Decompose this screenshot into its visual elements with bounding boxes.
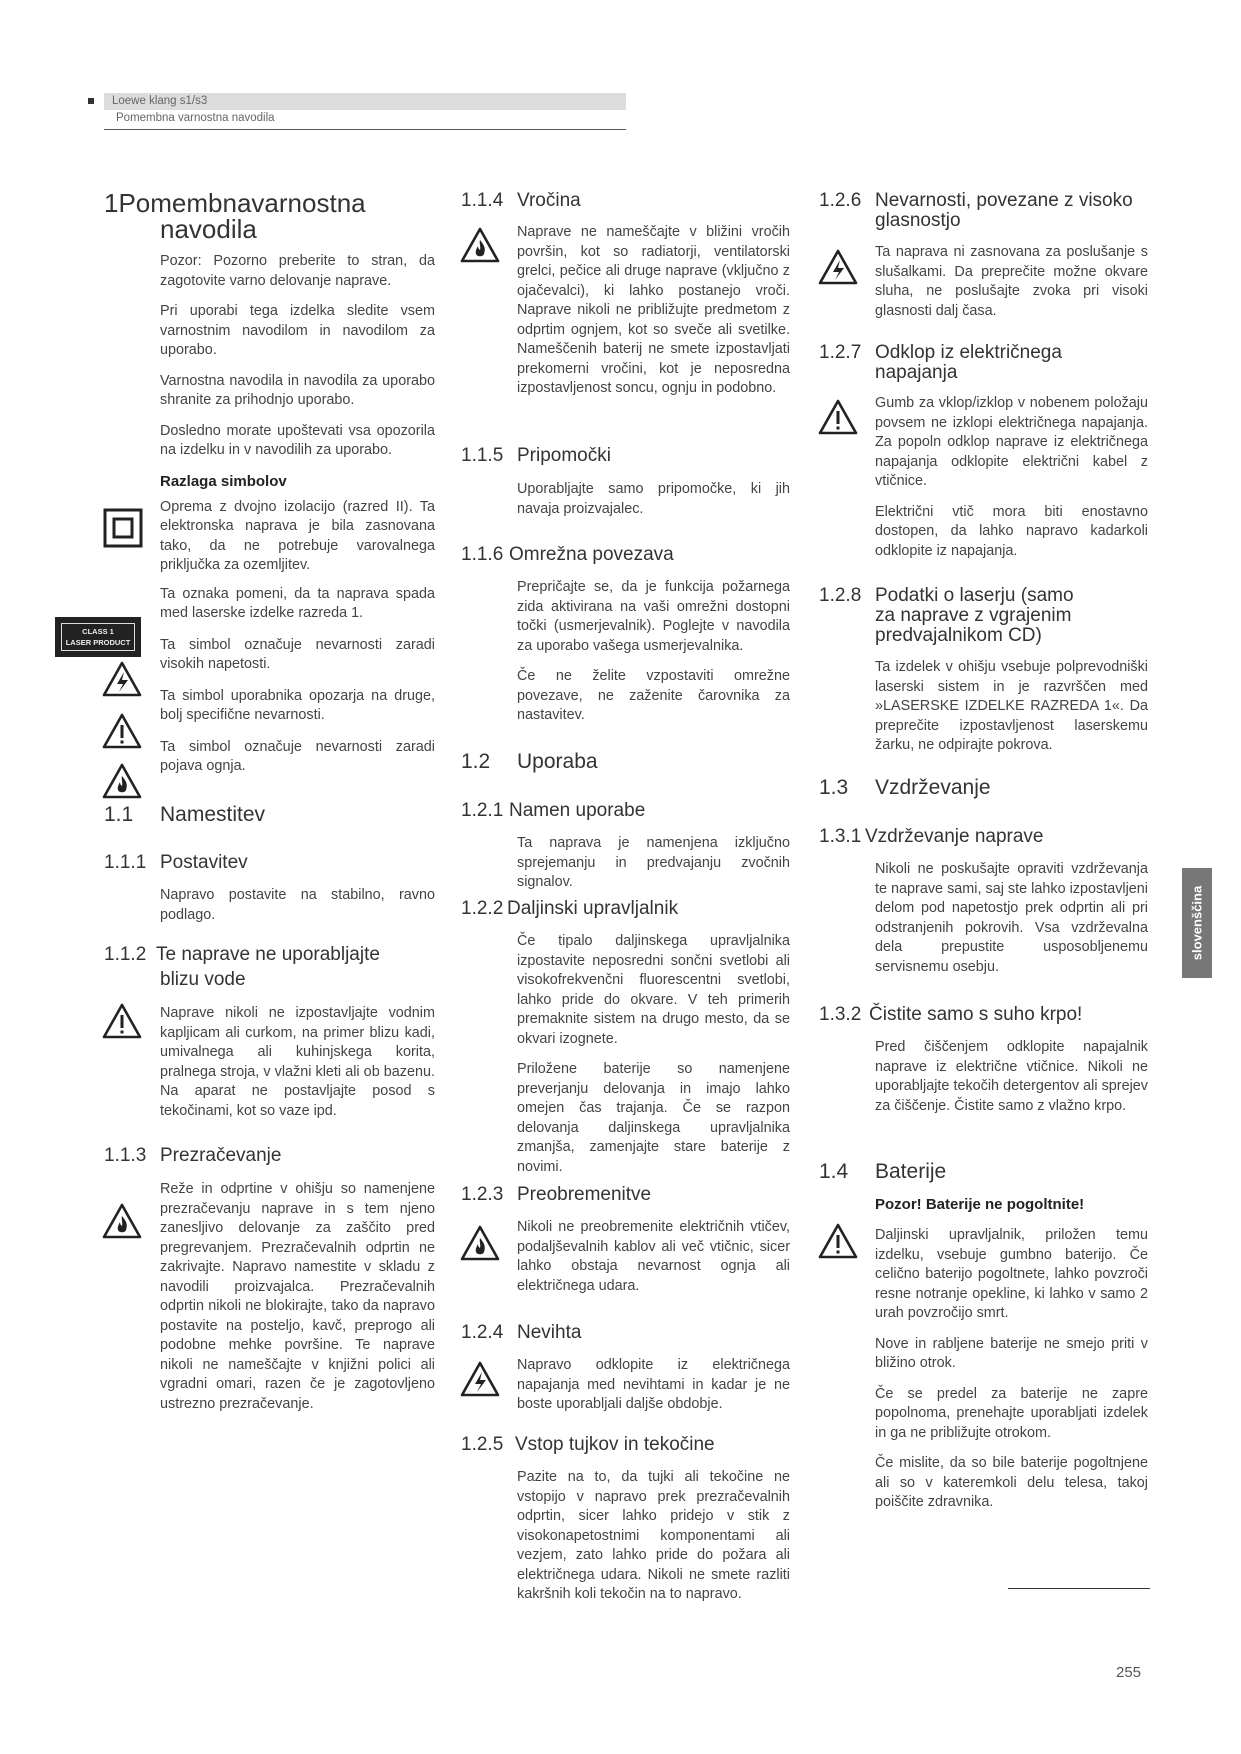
- section-title: Baterije: [875, 1160, 947, 1183]
- section-1-2-2-heading: [461, 898, 678, 920]
- section-number: 1.1.4: [461, 190, 504, 211]
- page-number: 255: [1116, 1664, 1142, 1681]
- section-1-2-6-heading: [819, 190, 1133, 212]
- symbols-heading: Razlaga simbolov: [160, 472, 287, 490]
- paragraph-1-4d: Če mislite, da so bile baterije pogoltnjene ali so v kateremkoli delu telesa, takoj poiščite zdravnika.: [875, 1455, 1148, 1510]
- warning-icon: [818, 1222, 858, 1260]
- fire-hazard-icon: [102, 762, 142, 800]
- section-1-1-5-heading: [461, 445, 611, 467]
- symbol-desc-warning: Ta simbol uporabnika opozarja na druge, bolj specifične nevarnosti.: [160, 687, 435, 723]
- section-title: Uporaba: [517, 750, 598, 773]
- section-title: Odklop iz električnega: [875, 342, 1062, 363]
- section-number: 1.2.7: [819, 342, 862, 363]
- section-1-3-heading: [819, 776, 991, 800]
- section-number: 1.2.1: [461, 800, 504, 821]
- section-1-2-5-heading: [461, 1434, 715, 1456]
- section-title: Omrežna povezava: [509, 544, 674, 565]
- paragraph-1-3-2: Pred čiščenjem odklopite napajalnik naprave iz električne vtičnice. Nikoli ne uporabljajte tekočih detergentov ali sprejev za čiščenje. Čistite samo z vlažno krpo.: [875, 1039, 1148, 1114]
- double-insulation-icon: [103, 508, 143, 548]
- section-title: Nevihta: [517, 1322, 582, 1343]
- warning-icon: [102, 712, 142, 750]
- symbol-desc-fire: Ta simbol označuje nevarnosti zaradi pojava ognja.: [160, 738, 435, 774]
- section-1-2-1-heading: [461, 800, 645, 822]
- chapter-number: 1: [104, 188, 119, 218]
- section-1-2-heading: [461, 750, 598, 774]
- section-title: Čistite samo s suho krpo!: [869, 1004, 1083, 1025]
- high-voltage-icon: [818, 248, 858, 286]
- section-number: 1.2.6: [819, 190, 862, 211]
- fire-hazard-icon: [460, 226, 500, 264]
- section-title: Podatki o laserju (samo: [875, 585, 1074, 606]
- column-1-body: [160, 252, 435, 777]
- section-title: Namestitev: [160, 803, 266, 826]
- section-number: 1.1.3: [104, 1145, 147, 1166]
- section-number: 1.3.2: [819, 1004, 862, 1025]
- paragraph-1-4a: Daljinski upravljalnik, priložen temu izdelku, vsebuje gumbno baterijo. Če celično baterijo pogoltnete, lahko povzroči resne notranje opekline, ki lahko v samo 2 urah povzročijo smrt.: [875, 1227, 1148, 1321]
- paragraph-group-1-2-2: [517, 932, 790, 1177]
- paragraph-1-1-2: Naprave nikoli ne izpostavljajte vodnim kapljicam ali curkom, na primer blizu kadi, umivalnega ali kuhinjskega korita, pralnega stroja, v vlažni kleti ali ob bazenu. Na aparat ne postavljajte posod s tekočinami, kot so vaze ipd.: [160, 1005, 435, 1119]
- symbol-desc-laser: Ta oznaka pomeni, da ta naprava spada med laserske izdelke razreda 1.: [160, 585, 435, 621]
- section-title-line2: glasnostjo: [875, 210, 961, 231]
- paragraph-1-2-4: Napravo odklopite iz električnega napajanja med nevihtami in kadar je ne boste uporabljali daljše obdobje.: [517, 1357, 790, 1412]
- paragraph-1-2-6: Ta naprava ni zasnovana za poslušanje s slušalkami. Da preprečite možne okvare sluha, ne poslušajte zvoka pri visoki glasnosti dalj časa.: [875, 244, 1148, 319]
- paragraph-1-1-6a: Prepričajte se, da je funkcija požarnega zida aktivirana na vaši omrežni dostopni točki (usmerjevalnik). Poglejte v navodila za uporabo vašega usmerjevalnika.: [517, 579, 790, 654]
- high-voltage-icon: [460, 1360, 500, 1398]
- paragraph-1-1-6b: Če ne želite vzpostaviti omrežne povezave, ne zaženite čarovnika za nastavitev.: [517, 668, 790, 723]
- intro-paragraph-2: Pri uporabi tega izdelka sledite vsem varnostnim navodilom in navodilom za uporabo.: [160, 303, 435, 358]
- section-title: Nevarnosti, povezane z visoko: [875, 190, 1133, 211]
- warning-icon: [818, 398, 858, 436]
- paragraph-1-1-1: Napravo postavite na stabilno, ravno podlago.: [160, 887, 435, 923]
- section-1-4-heading: [819, 1160, 946, 1184]
- section-1-1-1-heading: [104, 852, 248, 874]
- intro-paragraph-3: Varnostna navodila in navodila za uporabo shranite za prihodnjo uporabo.: [160, 372, 435, 408]
- paragraph-1-1-4: Naprave ne nameščajte v bližini vročih površin, kot so radiatorji, ventilatorski grelci, pečice ali druge naprave (vključno z ojačevalci), ki lahko postanejo vroči. Naprave nikoli ne približujte predmetom z odprtim ognjem, kot so sveče ali svetilke. Nameščenih baterij ne smete izpostavljati prekomerni vročini, kot je neposredna izpostavljenost soncu, ognju in podobno.: [517, 224, 790, 396]
- paragraph-1-2-8: Ta izdelek v ohišju vsebuje polprevodniški laserski sistem in je razvrščen med »LASERSKE IZDELKE RAZREDA 1«. Da preprečite izpostavljenost laserskemu žarku, ne odpirajte pokrova.: [875, 659, 1148, 753]
- intro-paragraph-4: Dosledno morate upoštevati vsa opozorila na izdelku in v navodilih za uporabo.: [160, 422, 435, 458]
- section-title: Prezračevanje: [160, 1145, 282, 1166]
- section-title: Vzdrževanje: [875, 776, 991, 799]
- section-1-1-3-heading: [104, 1145, 281, 1167]
- paragraph-1-2-3: Nikoli ne preobremenite električnih vtičev, podaljševalnih kablov ali več vtičnic, sicer lahko obstaja nevarnost ognja ali električnega udara.: [517, 1219, 790, 1294]
- section-1-1-heading: [104, 803, 265, 827]
- laser-class-label-icon: [56, 618, 140, 656]
- fire-hazard-icon: [102, 1202, 142, 1240]
- column-1: [104, 190, 434, 242]
- intro-paragraph-1: Pozor: Pozorno preberite to stran, da zagotovite varno delovanje naprave.: [160, 253, 435, 289]
- chapter-title: [104, 190, 434, 216]
- section-number: 1.2.4: [461, 1322, 504, 1343]
- section-1-3-2-heading: [819, 1004, 1082, 1026]
- warning-icon: [102, 1002, 142, 1040]
- section-1-1-4-heading: [461, 190, 581, 212]
- section-number: 1.2.5: [461, 1434, 504, 1455]
- section-number: 1.2.8: [819, 585, 862, 606]
- section-1-2-8-heading: [819, 585, 1074, 607]
- paragraph-1-2-7a: Gumb za vklop/izklop v nobenem položaju povsem ne izklopi električnega napajanja. Za popoln odklop naprave iz električnega napajanja odklopite električni kabel z vtičnice.: [875, 395, 1148, 489]
- section-number: 1.3.1: [819, 826, 862, 847]
- section-1-2-3-heading: [461, 1184, 651, 1206]
- section-title: Pripomočki: [517, 445, 611, 466]
- high-voltage-icon: [102, 660, 142, 698]
- symbol-desc-voltage: Ta simbol označuje nevarnosti zaradi visokih napetosti.: [160, 636, 435, 672]
- section-title: Vzdrževanje naprave: [865, 826, 1044, 847]
- paragraph-1-1-3: Reže in odprtine v ohišju so namenjene prezračevanju naprave in s tem njeno zanesljivo delovanje za zaščito pred pregrevanjem. Prezračevalnih odprtin ne zakrivajte. Napravo namestite v skladu z navodili proizvajalca. Prezračevalnih odprtin nikoli ne blokirajte, tako da napravo postavite na posteljo, kavč, preprogo ali podobne mehke površine. Te naprave nikoli ne nameščajte v knjižni polici ali vgradni omari, razen če je zagotovljeno ustrezno prezračevanje.: [160, 1181, 435, 1412]
- paragraph-1-4c: Če se predel za baterije ne zapre popolnoma, prenehajte uporabljati izdelek in ga ne približujte otrokom.: [875, 1385, 1148, 1441]
- section-1-1-6-heading: [461, 544, 674, 566]
- section-title: Te naprave ne uporabljajte: [156, 944, 380, 965]
- section-number: 1.1: [104, 803, 134, 826]
- section-number: 1.2.3: [461, 1184, 504, 1205]
- paragraph-1-2-5: Pazite na to, da tujki ali tekočine ne vstopijo v napravo prek prezračevalnih odprtin, sicer lahko pridejo v stik z visokonapetostnimi komponentami ali vezjem, zato lahko pride do požara ali električnega udara. Nikoli ne smete razliti kakršnih koli tekočin na to napravo.: [517, 1469, 790, 1602]
- section-title-line2: napajanja: [875, 362, 958, 383]
- section-title: Preobremenitve: [517, 1184, 652, 1205]
- section-title-line2: za naprave z vgrajenim: [875, 605, 1072, 626]
- symbol-desc-class2: Oprema z dvojno izolacijo (razred II). Ta elektronska naprava je bila zasnovana tako, da ne potrebuje varovalnega priključka za ozemljitev.: [160, 498, 435, 573]
- section-title: Daljinski upravljalnik: [507, 898, 679, 919]
- section-number: 1.1.1: [104, 852, 147, 873]
- section-number: 1.4: [819, 1160, 849, 1183]
- chapter-title-line1: Pomembnavarnostna: [118, 188, 366, 218]
- section-title: Postavitev: [160, 852, 248, 873]
- paragraph-group-1-1-6: [517, 578, 790, 726]
- chapter-title-line2: navodila: [160, 214, 257, 244]
- laser-label-line2: LASER PRODUCT: [65, 638, 131, 647]
- fire-hazard-icon: [460, 1224, 500, 1262]
- paragraph-1-2-1: Ta naprava je namenjena izključno sprejemanju in predvajanju zvočnih signalov.: [517, 835, 790, 890]
- section-title-line2: blizu vode: [160, 969, 246, 990]
- footer-rule: [1008, 1588, 1150, 1589]
- header-bullet: [88, 98, 94, 104]
- paragraph-1-2-2a: Če tipalo daljinskega upravljalnika izpostavite neposredni sončni svetlobi ali visokofrekvenčni fluorescentni svetlobi, lahko pride do okvare. V teh primerih premaknite sistem na drugo mesto, da se okvari izognete.: [517, 933, 790, 1047]
- paragraph-1-1-5: Uporabljajte samo pripomočke, ki jih navaja proizvajalec.: [517, 481, 790, 517]
- language-side-tab: [1182, 868, 1212, 978]
- header-section: Pomembna varnostna navodila: [116, 112, 275, 124]
- paragraph-1-3-1: Nikoli ne poskušajte opraviti vzdrževanja te naprave sami, saj ste lahko izpostavljeni delom pod napetostjo prek odprtin ali pri odstranjenih pokrovih. Vsa vzdrževalna dela prepustite usposobljenemu servisnemu osebju.: [875, 861, 1148, 975]
- section-number: 1.1.5: [461, 445, 504, 466]
- section-title: Vročina: [517, 190, 581, 211]
- section-title: Vstop tujkov in tekočine: [515, 1434, 715, 1455]
- section-1-3-1-heading: [819, 826, 1044, 848]
- section-number: 1.3: [819, 776, 849, 799]
- laser-label-line1: CLASS 1: [82, 627, 114, 636]
- paragraph-group-1-2-7: [875, 394, 1148, 561]
- section-1-2-4-heading: [461, 1322, 581, 1344]
- section-1-2-7-heading: [819, 342, 1062, 364]
- section-number: 1.2.2: [461, 898, 504, 919]
- battery-warning-heading: Pozor! Baterije ne pogoltnite!: [875, 1196, 1085, 1213]
- language-label: slovenščina: [1189, 885, 1205, 961]
- section-1-1-2-heading: [104, 944, 380, 966]
- header-rule: [104, 129, 626, 130]
- paragraph-1-2-7b: Električni vtič mora biti enostavno dostopen, da lahko napravo kadarkoli odklopite iz napajanja.: [875, 503, 1148, 559]
- paragraph-1-2-2b: Priložene baterije so namenjene preverjanju delovanja in imajo lahko omejen čas trajanja. Če se razpon delovanja daljinskega upravljalnika zmanjša, zamenjajte stare baterije z novimi.: [517, 1061, 790, 1175]
- section-number: 1.2: [461, 750, 491, 773]
- header-product: Loewe klang s1/s3: [112, 95, 208, 107]
- section-title: Namen uporabe: [509, 800, 646, 821]
- section-number: 1.1.2: [104, 944, 147, 965]
- paragraph-1-4b: Nove in rabljene baterije ne smejo priti v bližino otrok.: [875, 1335, 1148, 1371]
- section-number: 1.1.6: [461, 544, 504, 565]
- section-title-line3: predvajalnikom CD): [875, 625, 1042, 646]
- paragraph-group-1-4: [875, 1226, 1148, 1513]
